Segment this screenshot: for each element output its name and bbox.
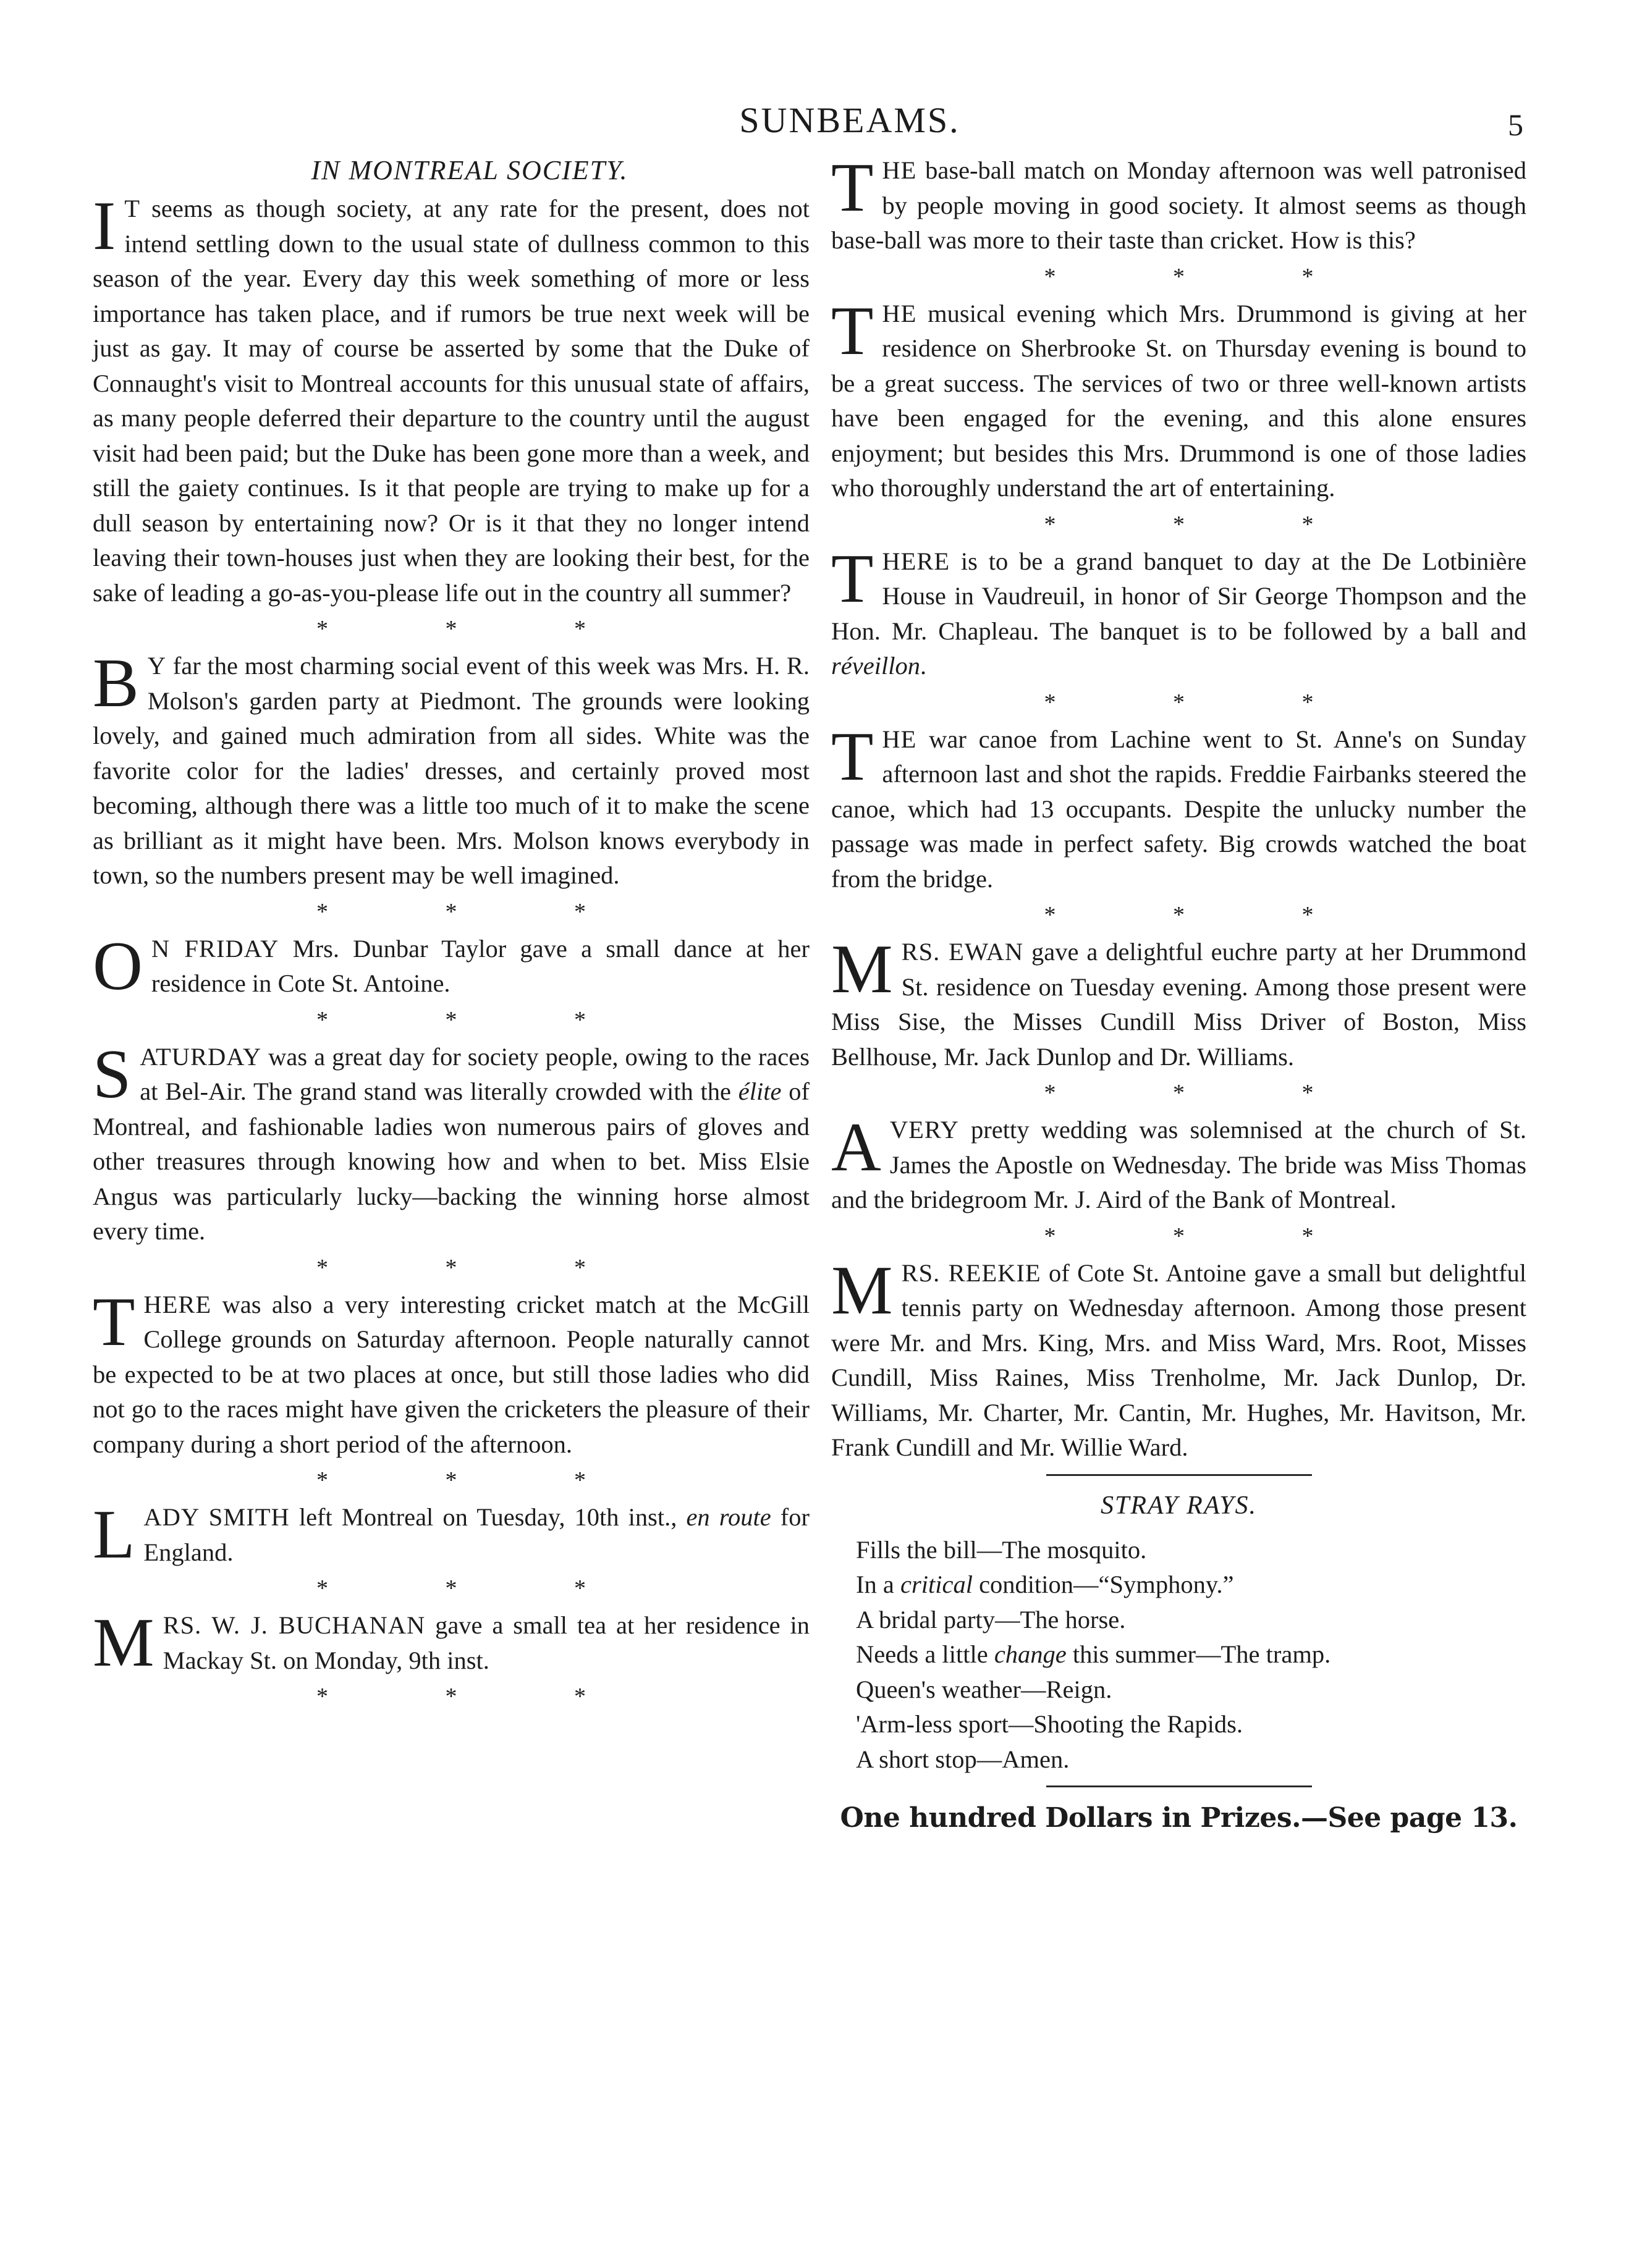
article-item — [93, 188, 810, 610]
section-divider: * * * — [316, 898, 641, 925]
prize-announcement: One hundred Dollars in Prizes.—See page 13. — [840, 1802, 1518, 1834]
drop-cap: T — [831, 292, 874, 369]
italic-word: change — [994, 1640, 1067, 1668]
drop-cap: I — [93, 188, 116, 264]
article-item — [831, 931, 1526, 1074]
lead-in: ATURDAY — [140, 1042, 262, 1071]
lead-in: HERE — [143, 1290, 212, 1318]
article-text: far the most charming social event of this week was Mrs. H. R. Molson's garden party at Piedmont. The grounds were looking lovely, and gained much admiration from all sides. White was the favorite color for the ladies' dresses, and certainly proved most becoming, although there was a little too much of it to make the scene as brilliant as it might have been. Mrs. Molson knows everybody in town, so the numbers present may be well imagined. — [93, 652, 810, 889]
drop-cap: S — [93, 1035, 132, 1113]
article-text: gave a small tea at her residence in Mackay St. on Monday, 9th inst. — [163, 1611, 810, 1674]
article-text: seems as though society, at any rate for the present, does not intend settling down to the usual state of dullness common to this season of the year. Every day this week something of more or less importance has taken place, and if rumors be true next week will be just as gay. It may of course be asserted by some that the Duke of Connaught's visit to Montreal accounts for this unusual state of affairs, as many people deferred their departure to the country until the august visit had been paid; but the Duke has been gone more than a week, and still the gaiety continues. Is it that people are trying to make up for a dull season by entertaining now? Or is it that they no longer intend leaving their town-houses just when they are looking their best, for the sake of leading a go-as-you-please life out in the country all summer? — [93, 195, 810, 607]
article-item — [831, 150, 1526, 258]
stray-ray-line: In a critical condition—“Symphony.” — [856, 1570, 1234, 1598]
drop-cap: T — [831, 718, 874, 795]
drop-cap: M — [93, 1604, 154, 1681]
article-item — [93, 1496, 810, 1573]
section-divider: * * * — [1044, 1223, 1369, 1249]
drop-cap: M — [831, 1252, 893, 1329]
section-divider: * * * — [1044, 1080, 1369, 1106]
section-divider: * * * — [1044, 263, 1369, 290]
right-column — [831, 150, 1526, 1837]
horizontal-rule — [1046, 1474, 1312, 1476]
article-item — [831, 292, 1526, 506]
section-divider: * * * — [316, 1575, 641, 1601]
article-text: for England. — [143, 1503, 810, 1566]
lead-in: HE — [882, 156, 917, 184]
article-text: is to be a grand banquet to day at the De Lotbinière House in Vaudreuil, in honor of Sir George Thompson and the Hon. Mr. Chapleau. The banquet is to be followed by a ball and — [831, 547, 1526, 645]
section-divider: * * * — [1044, 689, 1369, 715]
lead-in: Y — [147, 652, 166, 680]
article-text: left Montreal on Tuesday, 10th inst., — [289, 1503, 687, 1531]
drop-cap: T — [831, 150, 874, 226]
section-divider: * * * — [316, 616, 641, 642]
section-divider: * * * — [1044, 511, 1369, 537]
italic-word: réveillon — [831, 652, 920, 680]
article-item — [93, 1604, 810, 1681]
article-item — [831, 540, 1526, 684]
article-text: was a great day for society people, owing to the races at Bel-Air. The grand stand was literally crowded with the — [140, 1042, 810, 1105]
section-divider: * * * — [316, 1467, 641, 1493]
drop-cap: A — [831, 1109, 881, 1186]
lead-in: HERE — [882, 547, 950, 575]
stray-ray-line: 'Arm-less sport—Shooting the Rapids. — [856, 1710, 1243, 1738]
italic-word: en route — [686, 1503, 771, 1531]
stray-ray-line: A short stop—Amen. — [856, 1745, 1070, 1773]
section-divider: * * * — [1044, 902, 1369, 928]
stray-rays-list — [831, 1533, 1526, 1777]
article-text: gave a delightful euchre party at her Drummond St. residence on Tuesday evening. Among those present were Miss Sise, the Misses Cundill Miss Driver of Boston, Miss Bellhouse, Mr. Jack Dunlop and Dr. Williams. — [831, 938, 1526, 1071]
article-text: war canoe from Lachine went to St. Anne's on Sunday afternoon last and shot the rapids. Freddie Fairbanks steered the canoe, which had 13 occupants. Despite the unlucky number the passage was made in perfect safety. Big crowds watched the boat from the bridge. — [831, 725, 1526, 893]
drop-cap: B — [93, 645, 139, 722]
stray-ray-line: Needs a little change this summer—The tramp. — [856, 1640, 1331, 1668]
italic-word: élite — [738, 1077, 782, 1105]
drop-cap: O — [93, 927, 143, 1005]
page-header — [0, 93, 1650, 148]
lead-in: RS. W. J. BUCHANAN — [163, 1611, 426, 1639]
article-text: musical evening which Mrs. Drummond is giving at her residence on Sherbrooke St. on Thursday evening is bound to be a great success. The services of two or three well-known artists have been engaged for the evening, and this alone ensures enjoyment; but besides this Mrs. Drummond is one of those ladies who thoroughly understand the art of entertaining. — [831, 299, 1526, 502]
article-item — [93, 645, 810, 893]
drop-cap: M — [831, 931, 893, 1008]
lead-in: RS. REEKIE — [901, 1258, 1041, 1287]
lead-in: HE — [882, 725, 917, 753]
section-divider: * * * — [316, 1006, 641, 1033]
drop-cap: T — [93, 1283, 135, 1360]
stray-ray-line: Queen's weather—Reign. — [856, 1675, 1112, 1703]
article-text: of Montreal, and fashionable ladies won numerous pairs of gloves and other treasures through knowing how and when to bet. Miss Elsie Angus was particularly lucky—backing the winning horse almost every time. — [93, 1077, 810, 1245]
lead-in: ADY SMITH — [143, 1503, 290, 1531]
article-text: base-ball match on Monday afternoon was well patronised by people moving in good society. It almost seems as though base-ball was more to their taste than cricket. How is this? — [831, 156, 1526, 254]
lead-in: RS. EWAN — [901, 938, 1024, 966]
section-title: IN MONTREAL SOCIETY. — [311, 155, 628, 185]
lead-in: N FRIDAY — [151, 934, 279, 963]
article-item — [93, 927, 810, 1005]
horizontal-rule — [1046, 1785, 1312, 1787]
article-text: Mrs. Dunbar Taylor gave a small dance at her residence in Cote St. Antoine. — [151, 934, 810, 997]
lead-in: T — [124, 195, 141, 222]
article-item — [831, 718, 1526, 897]
lead-in: VERY — [889, 1116, 959, 1144]
masthead: SUNBEAMS. — [739, 100, 960, 140]
section-divider: * * * — [316, 1684, 641, 1709]
article-text: of Cote St. Antoine gave a small but delightful tennis party on Wednesday afternoon. Among those present were Mr. and Mrs. King, Mrs. and Miss Ward, Mrs. Root, Misses Cundill, Miss Raines, Miss Trenholme, Mr. Jack Dunlop, Dr. Williams, Mr. Charter, Mr. Cantin, Mr. Hughes, Mr. Havitson, Mr. Frank Cundill and Mr. Willie Ward. — [831, 1258, 1526, 1461]
left-column — [93, 153, 810, 1716]
page-number: 5 — [1508, 107, 1523, 142]
stray-ray-line: Fills the bill—The mosquito. — [856, 1535, 1147, 1564]
stray-ray-line: A bridal party—The horse. — [856, 1605, 1126, 1634]
article-text: pretty wedding was solemnised at the church of St. James the Apostle on Wednesday. The bride was Miss Thomas and the bridegroom Mr. J. Aird of the Bank of Montreal. — [831, 1116, 1526, 1213]
article-item — [93, 1035, 810, 1249]
lead-in: HE — [882, 299, 917, 327]
article-text: . — [920, 652, 927, 680]
section-divider: * * * — [316, 1254, 641, 1281]
drop-cap: L — [93, 1496, 135, 1573]
article-item — [831, 1252, 1526, 1465]
stray-rays-title: STRAY RAYS. — [1100, 1491, 1258, 1520]
drop-cap: T — [831, 540, 874, 617]
article-item — [831, 1109, 1526, 1218]
italic-word: critical — [900, 1570, 973, 1598]
article-item — [93, 1283, 810, 1462]
article-text: was also a very interesting cricket match at the McGill College grounds on Saturday afternoon. People naturally cannot be expected to be at two places at once, but still those ladies who did not go to the races might have given the cricketers the pleasure of their company during a short period of the afternoon. — [93, 1290, 810, 1458]
